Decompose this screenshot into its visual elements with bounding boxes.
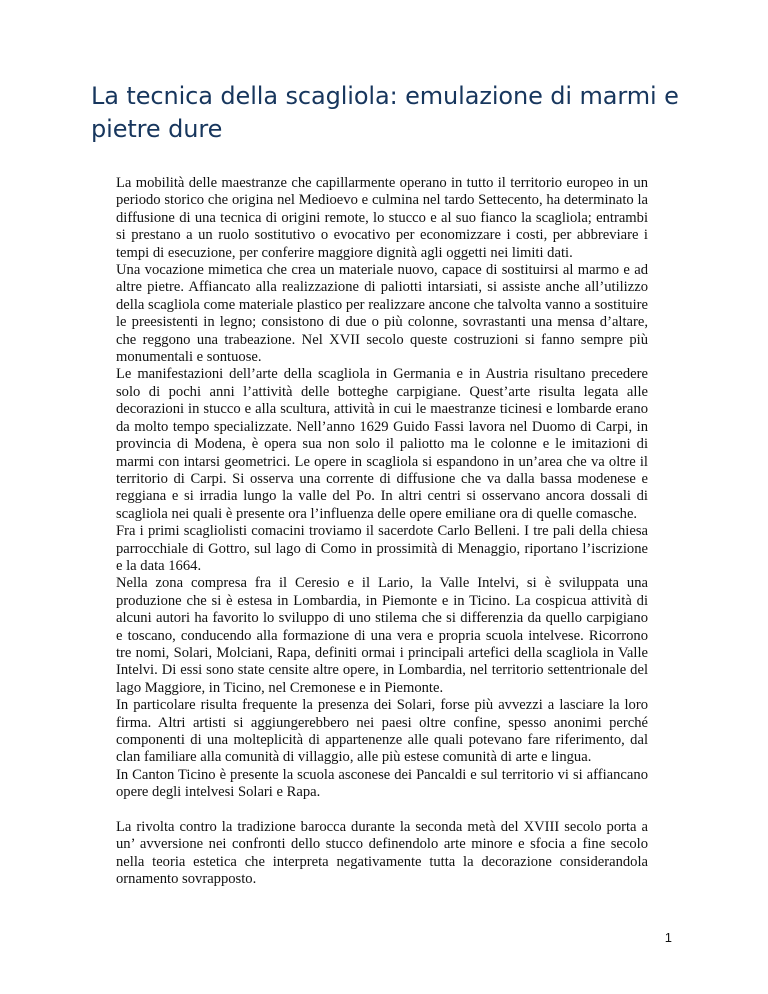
paragraph: La rivolta contro la tradizione barocca durante la seconda metà del XVIII secolo porta a un’ avversione nei confronti dello stucco definendolo arte minore e sfocia a fine secolo nella teoria estetica che interpreta negativamente tutta la decorazione considerandola ornamento sovrapposto. (116, 819, 648, 888)
paragraph: In particolare risulta frequente la presenza dei Solari, forse più avvezzi a lasciare la loro firma. Altri artisti si aggiungerebbero nei paesi oltre confine, spesso anonimi perché componenti di una molteplicità di appartenenze alle quali potevano fare riferimento, dal clan familiare alla comunità di villaggio, alle più estese comunità di arte e lingua. (116, 697, 648, 766)
page-title: La tecnica della scagliola: emulazione di marmi e pietre dure (91, 82, 679, 143)
paragraph: La mobilità delle maestranze che capillarmente operano in tutto il territorio europeo in un periodo storico che origina nel Medioevo e culmina nel tardo Settecento, ha determinato la diffusione di una tecnica di origini remote, lo stucco e al suo fianco la scagliola; entrambi si prestano a un ruolo sostitutivo o evocativo per economizzare i costi, per abbreviare i tempi di esecuzione, per conferire maggiore dignità agli oggetti nei limiti dati. (116, 175, 648, 261)
paragraph: Una vocazione mimetica che crea un materiale nuovo, capace di sostituirsi al marmo e ad altre pietre. Affiancato alla realizzazione di paliotti intarsiati, si assiste anche all’utilizzo della scagliola come materiale plastico per realizzare ancone che talvolta vanno a sostituire le preesistenti in legno; consistono di due o più colonne, sovrastanti una mensa d’altare, che reggono una trabeazione. Nel XVII secolo queste costruzioni si fanno sempre più monumentali e sontuose. (116, 262, 648, 366)
paragraph: Nella zona compresa fra il Ceresio e il Lario, la Valle Intelvi, si è sviluppata una produzione che si è estesa in Lombardia, in Piemonte e in Ticino. La cospicua attività di alcuni autori ha favorito lo sviluppo di uno stilema che si differenzia da quello carpigiano e toscano, conducendo alla formazione di una vera e propria scuola intelvese. Ricorrono tre nomi, Solari, Molciani, Rapa, definiti ormai i principali artefici della scagliola in Valle Intelvi. Di essi sono state censite altre opere, in Lombardia, nel territorio settentrionale del lago Maggiore, in Ticino, nel Cremonese e in Piemonte. (116, 575, 648, 696)
paragraph: Fra i primi scagliolisti comacini troviamo il sacerdote Carlo Belleni. I tre pali della chiesa parrocchiale di Gottro, sul lago di Como in prossimità di Menaggio, riportano l’iscrizione e la data 1664. (116, 523, 648, 574)
paragraph: Le manifestazioni dell’arte della scagliola in Germania e in Austria risultano precedere solo di pochi anni l’attività delle botteghe carpigiane. Quest’arte risulta legata alle decorazioni in stucco e alla scultura, attività in cui le maestranze ticinesi e lombarde erano da molto tempo specializzate. Nell’anno 1629 Guido Fassi lavora nel Duomo di Carpi, in provincia di Modena, è opera sua non solo il paliotto ma le colonne e le imitazioni di marmi con intarsi geometrici. Le opere in scagliola si espandono in un’area che va oltre il territorio di Carpi. Si osserva una corrente di diffusione che va dalla bassa modenese e reggiana e si irradia lungo la valle del Po. In altri centri si osservano ancora dossali di scagliola nei quali è presente ora l’influenza delle opere emiliane ora di quelle comasche. (116, 366, 648, 522)
page-number: 1 (664, 930, 672, 945)
body-text (116, 175, 648, 889)
paragraph: In Canton Ticino è presente la scuola asconese dei Pancaldi e sul territorio vi si affiancano opere degli intelvesi Solari e Rapa. (116, 766, 648, 801)
